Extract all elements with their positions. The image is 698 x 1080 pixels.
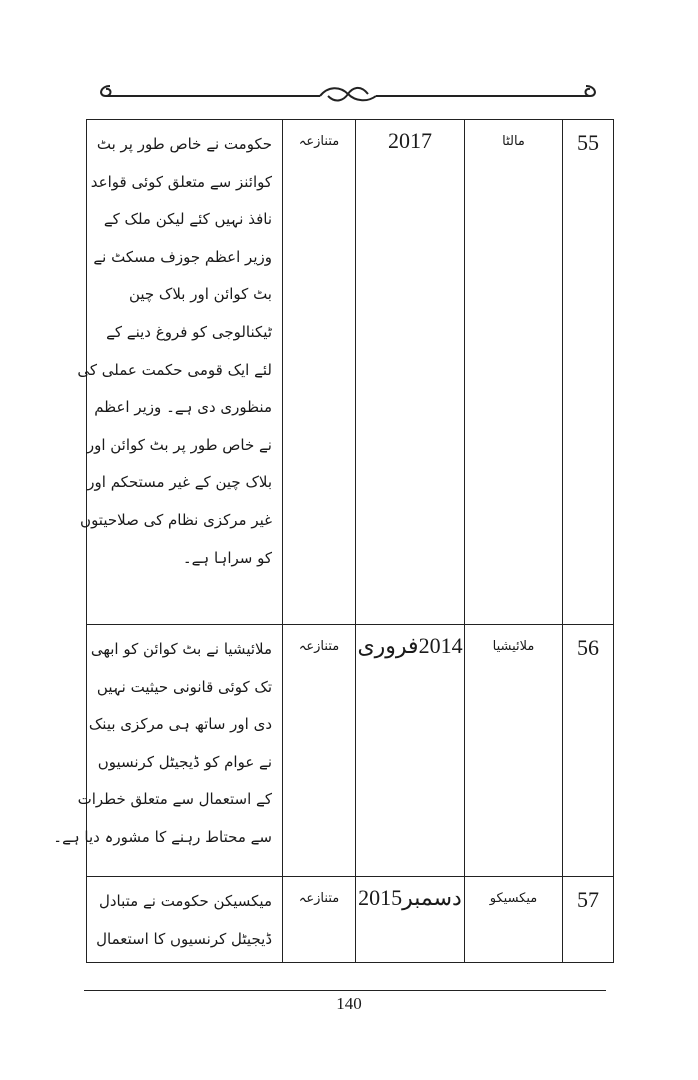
- page-number: 140: [336, 994, 362, 1013]
- date-text: 2014فروری: [357, 633, 463, 658]
- flourish-divider-icon: [92, 74, 604, 104]
- table-body: [53, 120, 614, 963]
- description-line: میکسیکن حکومت نے متبادل: [98, 892, 272, 910]
- number-cell: [563, 625, 614, 877]
- country-cell: [465, 625, 563, 877]
- country-text: میکسیکو: [489, 891, 538, 906]
- description-cell: [53, 625, 283, 877]
- date-text: دسمبر2015: [358, 885, 462, 910]
- description-line: نافذ نہیں کئے لیکن ملک کے: [103, 210, 272, 229]
- status-cell: [283, 625, 356, 877]
- description-text: [77, 120, 282, 581]
- description-cell: [77, 120, 283, 625]
- table-row: [87, 120, 614, 625]
- footer-divider: [84, 990, 606, 991]
- country-cell: [465, 120, 563, 625]
- description-line: غیر مرکزی نظام کی صلاحیتوں: [80, 510, 272, 529]
- description-line: کے استعمال سے متعلق خطرات: [77, 790, 272, 809]
- description-line: منظوری دی ہے۔ وزیر اعظم: [94, 398, 272, 417]
- description-text: [87, 877, 282, 962]
- row-number: 57: [577, 887, 599, 912]
- description-line: بٹ کوائن اور بلاک چین: [128, 285, 272, 304]
- description-line: ڈیجیٹل کرنسیوں کا استعمال: [96, 929, 272, 948]
- date-cell: [356, 877, 465, 963]
- status-text: متنازعہ: [298, 639, 340, 654]
- country-status-table: [53, 119, 614, 963]
- description-line: نے عوام کو ڈیجیٹل کرنسیوں: [97, 752, 272, 771]
- description-line: کوائنز سے متعلق کوئی قواعد: [90, 172, 272, 191]
- description-line: لئے ایک قومی حکمت عملی کی: [77, 360, 272, 379]
- description-line: تک کوئی قانونی حیثیت نہیں: [96, 677, 272, 696]
- country-text: مالٹا: [502, 134, 525, 149]
- number-cell: [563, 120, 614, 625]
- row-number: 55: [577, 130, 599, 155]
- number-cell: [563, 877, 614, 963]
- description-cell: [87, 877, 283, 963]
- description-line: سے محتاط رہنے کا مشورہ دیا ہے۔: [53, 827, 272, 846]
- date-cell: [356, 120, 465, 625]
- date-cell: [356, 625, 465, 877]
- status-text: متنازعہ: [298, 134, 340, 149]
- description-line: حکومت نے خاص طور پر بٹ: [96, 135, 272, 153]
- description-line: نے خاص طور پر بٹ کوائن اور: [86, 435, 272, 454]
- description-line: ٹیکنالوجی کو فروغ دینے کے: [106, 322, 272, 341]
- row-number: 56: [577, 635, 599, 660]
- country-text: ملائیشیا: [492, 639, 535, 654]
- description-line: کو سراہا ہے۔: [182, 548, 272, 567]
- header-ornament: [92, 74, 604, 104]
- table-row: [87, 625, 614, 877]
- description-line: وزیر اعظم جوزف مسکٹ نے: [93, 247, 272, 266]
- status-cell: [283, 120, 356, 625]
- country-cell: [465, 877, 563, 963]
- table-row: [87, 877, 614, 963]
- description-line: بلاک چین کے غیر مستحکم اور: [87, 473, 272, 492]
- date-text: 2017: [388, 128, 432, 153]
- status-text: متنازعہ: [298, 891, 340, 906]
- description-text: [53, 625, 282, 861]
- description-line: دی اور ساتھ ہی مرکزی بینک: [88, 715, 272, 734]
- description-line: ملائیشیا نے بٹ کوائن کو ابھی: [90, 640, 272, 658]
- status-cell: [283, 877, 356, 963]
